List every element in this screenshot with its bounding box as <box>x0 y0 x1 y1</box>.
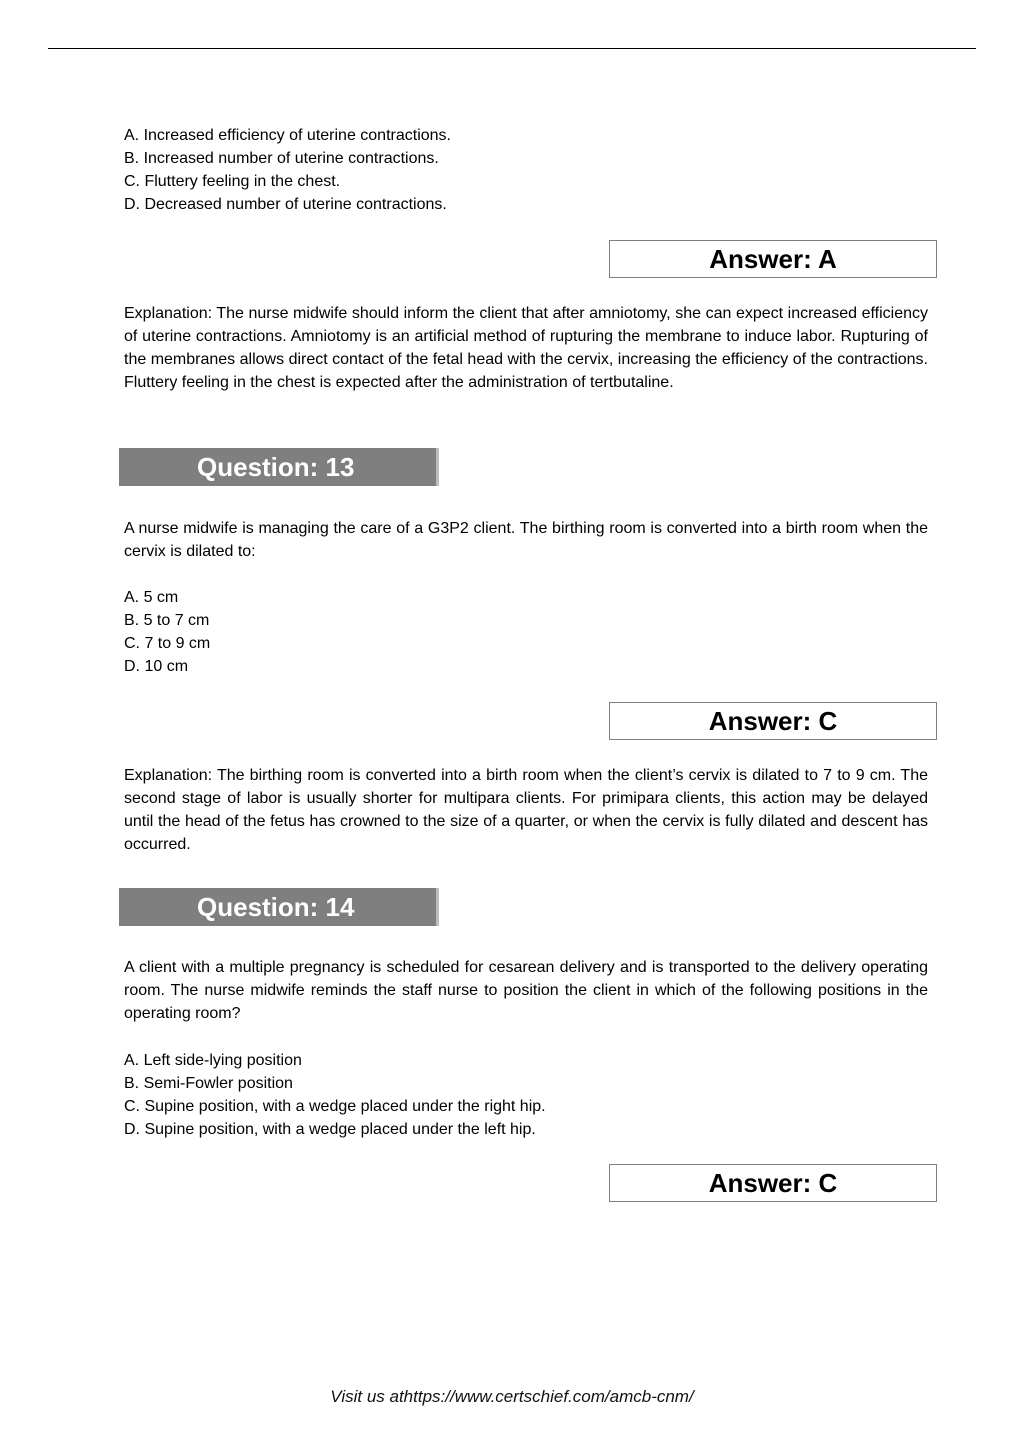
option-b: B. 5 to 7 cm <box>124 612 210 629</box>
option-a: A. Left side-lying position <box>124 1052 302 1069</box>
q14-answer-box <box>609 1164 937 1202</box>
q14-title: Question: 14 <box>197 891 355 922</box>
option-d: D. Decreased number of uterine contractions. <box>124 196 447 213</box>
option-a: A. 5 cm <box>124 589 179 606</box>
q13-explanation: Explanation: The birthing room is converted into a birth room when the client’s cervix is dilated to 7 to 9 cm. The second stage of labor is usually shorter for multipara clients. For primipara clients, this action may be delayed until the head of the fetus has crowned to the size of a quarter, or when the cervix is fully dilated and descent has occurred. <box>124 767 928 853</box>
option-d: D. 10 cm <box>124 658 189 675</box>
q13-title-bar <box>119 448 439 486</box>
q14-options <box>124 1049 928 1141</box>
footer-link[interactable]: Visit us athttps://www.certschief.com/amcb-cnm/ <box>330 1387 694 1406</box>
option-c: C. Supine position, with a wedge placed under the right hip. <box>124 1098 546 1115</box>
option-c: C. 7 to 9 cm <box>124 635 211 652</box>
q14-question: A client with a multiple pregnancy is scheduled for cesarean delivery and is transported to the delivery operating room. The nurse midwife reminds the staff nurse to position the client in which of the following positions in the operating room? <box>124 959 928 1022</box>
q13-title: Question: 13 <box>197 451 355 482</box>
header-rule <box>48 48 976 49</box>
q14-title-bar <box>119 888 439 926</box>
q13-answer: Answer: C <box>708 706 838 736</box>
q13-options <box>124 586 928 678</box>
q12-explanation: Explanation: The nurse midwife should inform the client that after amniotomy, she can expect increased efficiency of uterine contractions. Amniotomy is an artificial method of rupturing the membrane to induce labor. Rupturing of the membranes allows direct contact of the fetal head with the cervix, increasing the efficiency of the contractions. Fluttery feeling in the chest is expected after the administration of tertbutaline. <box>124 305 928 391</box>
option-b: B. Semi-Fowler position <box>124 1075 293 1092</box>
option-a: A. Increased efficiency of uterine contractions. <box>124 127 451 144</box>
q13-answer-box <box>609 702 937 740</box>
option-c: C. Fluttery feeling in the chest. <box>124 173 341 190</box>
q13-question: A nurse midwife is managing the care of a G3P2 client. The birthing room is converted into a birth room when the cervix is dilated to: <box>124 520 928 560</box>
q12-answer: Answer: A <box>709 244 837 274</box>
q12-answer-box <box>609 240 937 278</box>
q14-answer: Answer: C <box>708 1168 838 1198</box>
option-d: D. Supine position, with a wedge placed under the left hip. <box>124 1121 536 1138</box>
option-b: B. Increased number of uterine contractions. <box>124 150 439 167</box>
q12-options <box>124 124 928 216</box>
